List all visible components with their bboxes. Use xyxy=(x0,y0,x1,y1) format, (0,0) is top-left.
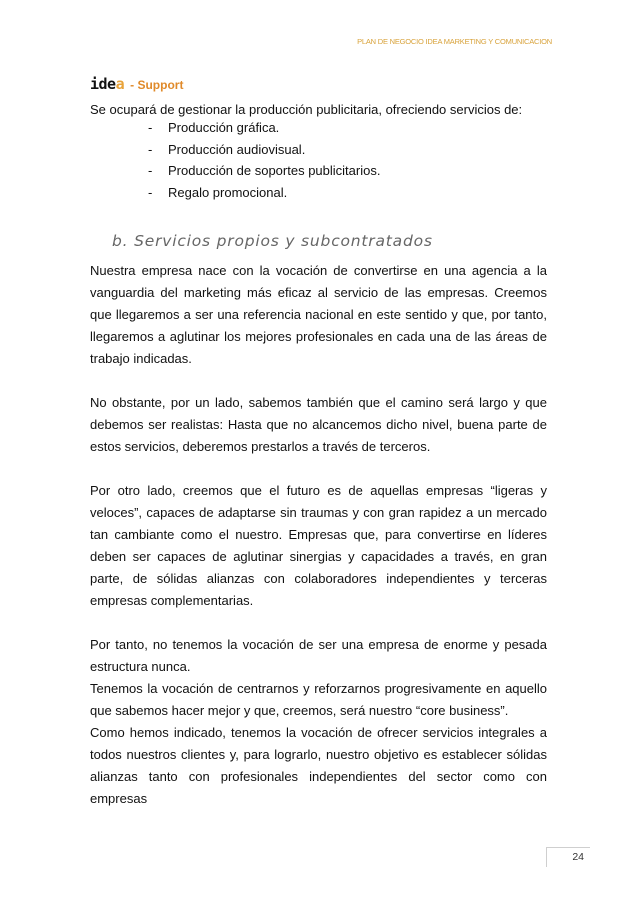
intro-text: Se ocupará de gestionar la producción publicitaria, ofreciendo servicios de: xyxy=(90,102,523,117)
list-dash: - xyxy=(148,184,153,200)
logo-accent-letter: a xyxy=(115,75,125,93)
section-heading: b. Servicios propios y subcontratados xyxy=(112,232,433,250)
page-number: 24 xyxy=(546,847,590,867)
body-text xyxy=(90,260,547,810)
page-header-title: PLAN DE NEGOCIO IDEA MARKETING Y COMUNICACION xyxy=(357,37,552,46)
brand-line xyxy=(90,75,183,93)
logo-main-text: ide xyxy=(90,75,116,93)
paragraph: Tenemos la vocación de centrarnos y reforzarnos progresivamente en aquello que sabemos hacer mejor y que, creemos, será nuestro “core business”. xyxy=(90,681,547,718)
list-item xyxy=(148,117,380,139)
list-dash: - xyxy=(148,141,153,157)
paragraph: Como hemos indicado, tenemos la vocación de ofrecer servicios integrales a todos nuestros clientes y, para lograrlo, nuestro objetivo es establecer sólidas alianzas tanto con profesionales independientes del sector como con empresas xyxy=(90,725,547,806)
list-item-label: Regalo promocional. xyxy=(168,184,288,200)
paragraph: No obstante, por un lado, sabemos también que el camino será largo y que debemos ser realistas: Hasta que no alcancemos dicho nivel, buena parte de estos servicios, deberemos prestarlos a través de terceros. xyxy=(90,395,547,454)
list-item xyxy=(148,139,380,161)
list-item-label: Producción audiovisual. xyxy=(168,141,306,157)
paragraph: Nuestra empresa nace con la vocación de convertirse en una agencia a la vanguardia del marketing más eficaz al servicio de las empresas. Creemos que llegaremos a ser una referencia nacional en este sentido y que, por tanto, llegaremos a aglutinar los mejores profesionales en cada una de las áreas de trabajo indicadas. xyxy=(90,263,547,366)
list-dash: - xyxy=(148,120,153,135)
services-list xyxy=(148,117,380,203)
paragraph: Por tanto, no tenemos la vocación de ser una empresa de enorme y pesada estructura nunca. xyxy=(90,637,547,674)
list-item xyxy=(148,182,380,204)
list-item-label: Producción gráfica. xyxy=(168,120,280,135)
paragraph: Por otro lado, creemos que el futuro es de aquellas empresas “ligeras y veloces”, capaces de adaptarse sin traumas y con gran rapidez a un mercado tan cambiante como el nuestro. Empresas que, para convertirse en líderes deben ser capaces de aglutinar sinergias y capacidades a través, en gran parte, de sólidas alianzas con colaboradores independientes y terceras empresas complementarias. xyxy=(90,483,547,608)
list-dash: - xyxy=(148,163,153,178)
list-item-label: Producción de soportes publicitarios. xyxy=(168,163,381,178)
list-item xyxy=(148,160,380,182)
brand-suffix: - Support xyxy=(130,78,184,92)
idea-logo xyxy=(90,75,124,93)
